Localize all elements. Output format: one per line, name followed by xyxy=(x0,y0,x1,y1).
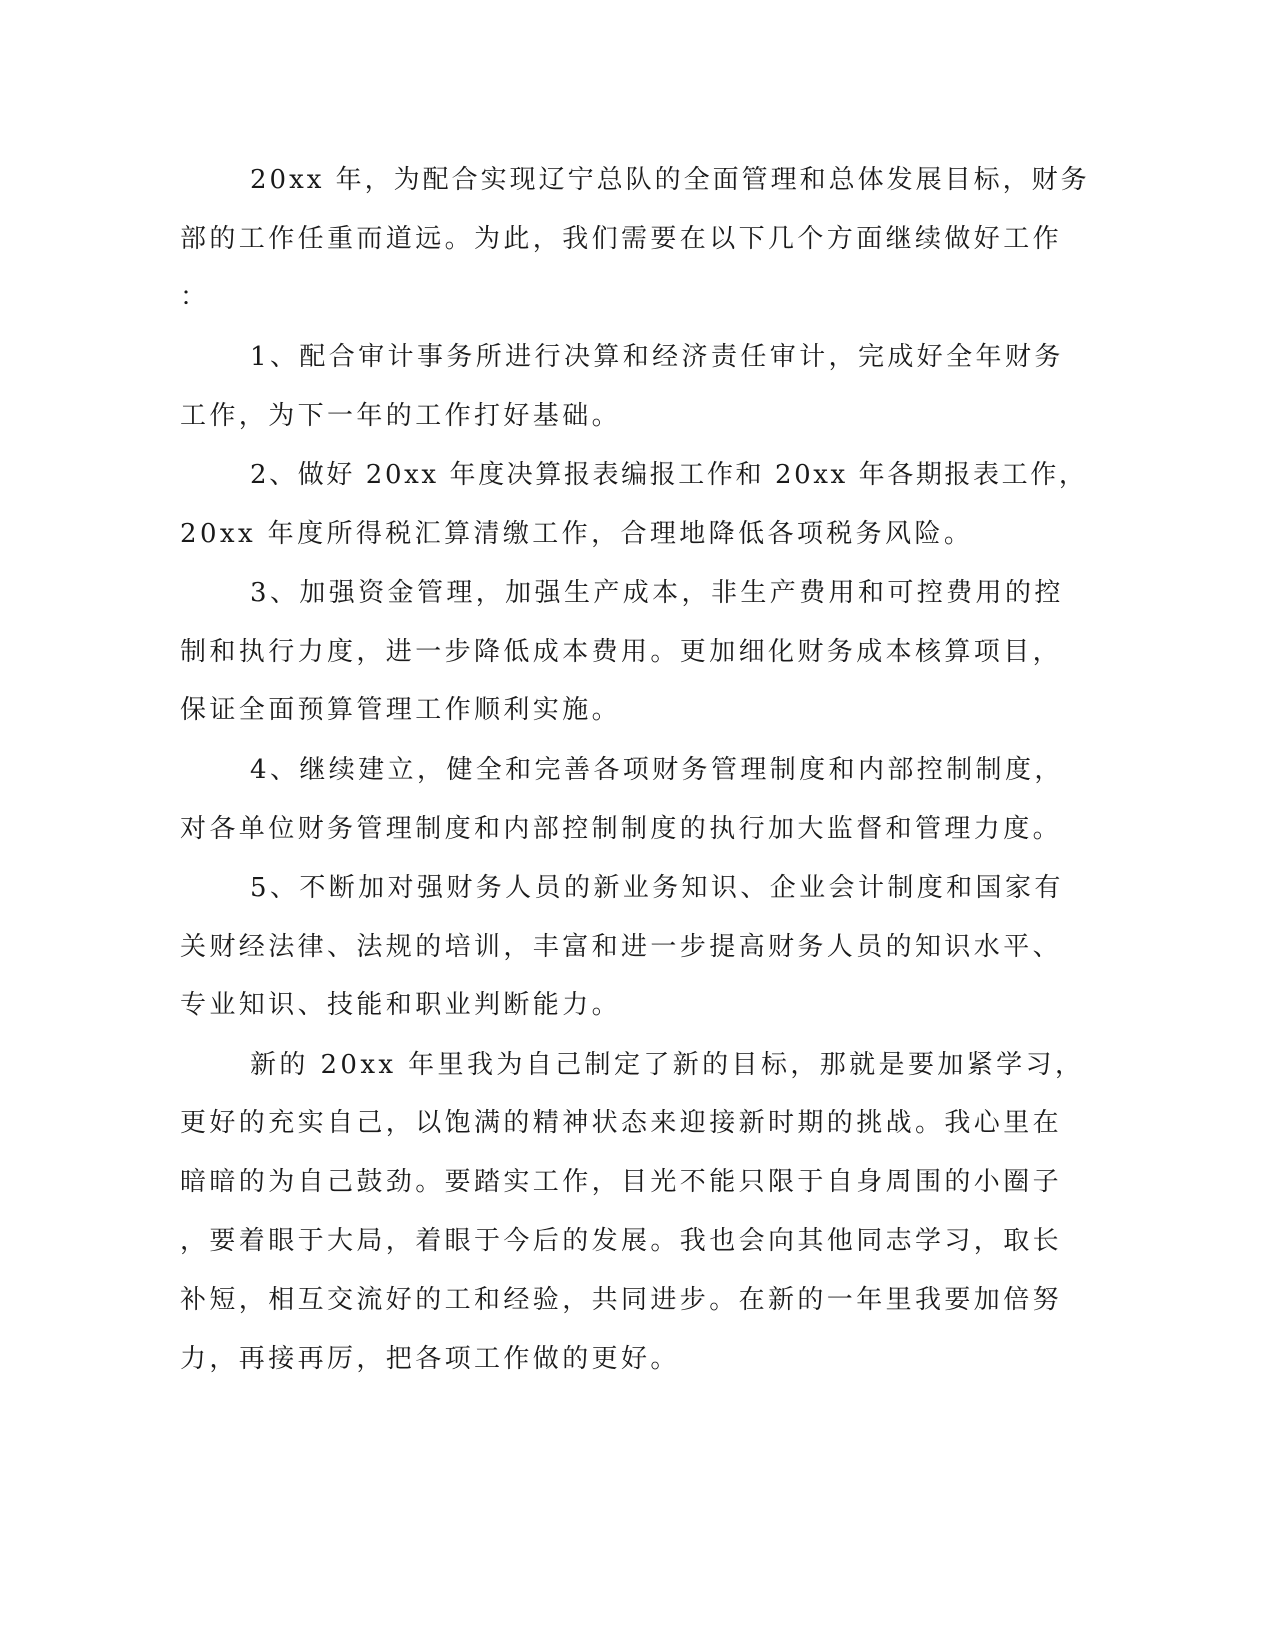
paragraph-intro-line: 部的工作任重而道远。为此，我们需要在以下几个方面继续做好工作 xyxy=(180,224,1063,254)
closing-paragraph-line: 新的 20xx 年里我为自己制定了新的目标，那就是要加紧学习， xyxy=(250,1050,1085,1080)
list-item-5-line: 关财经法律、法规的培训，丰富和进一步提高财务人员的知识水平、 xyxy=(180,932,1063,962)
closing-paragraph-line: ，要着眼于大局，着眼于今后的发展。我也会向其他同志学习，取长 xyxy=(180,1226,1063,1256)
closing-paragraph-line: 力，再接再厉，把各项工作做的更好。 xyxy=(180,1344,680,1374)
list-item-5-line: 5、不断加对强财务人员的新业务知识、企业会计制度和国家有 xyxy=(250,873,1064,903)
list-item-3-line: 制和执行力度，进一步降低成本费用。更加细化财务成本核算项目， xyxy=(180,637,1063,667)
list-item-1-line: 工作，为下一年的工作打好基础。 xyxy=(180,401,622,431)
list-item-4-line: 对各单位财务管理制度和内部控制制度的执行加大监督和管理力度。 xyxy=(180,814,1063,844)
closing-paragraph-line: 暗暗的为自己鼓劲。要踏实工作，目光不能只限于自身周围的小圈子 xyxy=(180,1167,1063,1197)
closing-paragraph-line: 补短，相互交流好的工和经验，共同进步。在新的一年里我要加倍努 xyxy=(180,1285,1063,1315)
closing-paragraph-line: 更好的充实自己，以饱满的精神状态来迎接新时期的挑战。我心里在 xyxy=(180,1108,1063,1138)
paragraph-intro-line: ： xyxy=(180,282,210,312)
paragraph-intro-line: 20xx 年，为配合实现辽宁总队的全面管理和总体发展目标，财务 xyxy=(250,165,1090,195)
list-item-3-line: 3、加强资金管理，加强生产成本，非生产费用和可控费用的控 xyxy=(250,578,1064,608)
list-item-4-line: 4、继续建立，健全和完善各项财务管理制度和内部控制制度， xyxy=(250,755,1064,785)
list-item-3-line: 保证全面预算管理工作顺利实施。 xyxy=(180,695,622,725)
list-item-2-line: 20xx 年度所得税汇算清缴工作，合理地降低各项税务风险。 xyxy=(180,519,974,549)
list-item-5-line: 专业知识、技能和职业判断能力。 xyxy=(180,990,622,1020)
list-item-1-line: 1、配合审计事务所进行决算和经济责任审计，完成好全年财务 xyxy=(250,342,1064,372)
list-item-2-line: 2、做好 20xx 年度决算报表编报工作和 20xx 年各期报表工作， xyxy=(250,460,1088,490)
